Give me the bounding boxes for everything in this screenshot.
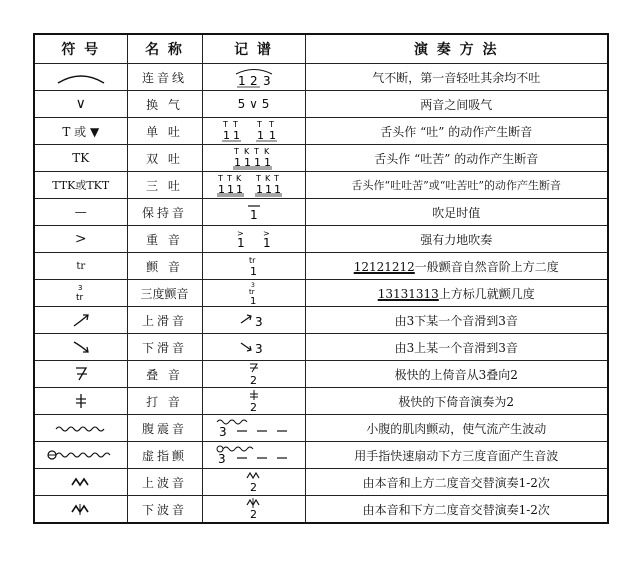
header-name: 名 称 bbox=[127, 34, 202, 64]
method-cell: 小腹的肌肉颤动，使气流产生波动 bbox=[305, 415, 608, 442]
third-trill-example: 13131313 bbox=[377, 286, 439, 301]
name-cell: 虚指颤 bbox=[127, 442, 202, 469]
table-row bbox=[34, 415, 608, 442]
lower-mordent-notation bbox=[244, 497, 264, 521]
svg-text:1: 1 bbox=[217, 183, 225, 196]
svg-text:1: 1 bbox=[253, 156, 261, 169]
symbol-cell bbox=[34, 91, 127, 118]
table-row bbox=[34, 280, 608, 307]
table-row bbox=[34, 253, 608, 280]
overlay-grace-notation bbox=[244, 362, 264, 386]
svg-text:1: 1 bbox=[233, 156, 241, 169]
symbol-cell: TK bbox=[34, 145, 127, 172]
notation-cell bbox=[202, 199, 305, 226]
svg-text:1: 1 bbox=[237, 74, 246, 88]
svg-text:T: T bbox=[255, 174, 261, 183]
method-cell: 强有力地吹奏 bbox=[305, 226, 608, 253]
svg-text:1: 1 bbox=[235, 183, 243, 196]
name-cell: 双 吐 bbox=[127, 145, 202, 172]
slide-up-icon bbox=[71, 312, 91, 328]
svg-text:2: 2 bbox=[249, 374, 257, 386]
svg-text:1: 1 bbox=[249, 296, 256, 305]
method-cell: 气不断，第一音轻吐其余均不吐 bbox=[305, 64, 608, 91]
name-cell: 三度颤音 bbox=[127, 280, 202, 307]
svg-text:T: T bbox=[217, 174, 223, 183]
notation-cell bbox=[202, 334, 305, 361]
svg-text:tr: tr bbox=[248, 256, 255, 265]
notation-cell bbox=[202, 496, 305, 524]
method-cell: 由本音和上方二度音交替演奏1-2次 bbox=[305, 469, 608, 496]
finger-vibrato-icon bbox=[45, 448, 117, 462]
svg-text:3: 3 bbox=[254, 342, 263, 356]
table-row bbox=[34, 64, 608, 91]
method-cell: 由3下某一个音滑到3音 bbox=[305, 307, 608, 334]
table-row bbox=[34, 361, 608, 388]
symbol-cell bbox=[34, 307, 127, 334]
triple-tongue-notation bbox=[214, 173, 294, 197]
header-symbol: 符 号 bbox=[34, 34, 127, 64]
svg-text:1: 1 bbox=[256, 129, 264, 142]
method-cell: 舌头作 “吐” 的动作产生断音 bbox=[305, 118, 608, 145]
symbol-cell: TTK或TKT bbox=[34, 172, 127, 199]
method-cell: 舌头作 “吐苦” 的动作产生断音 bbox=[305, 145, 608, 172]
accent-icon: > bbox=[74, 231, 87, 247]
double-tongue-notation bbox=[229, 146, 279, 170]
table-row bbox=[34, 442, 608, 469]
name-cell: 三 吐 bbox=[127, 172, 202, 199]
finger-vibrato-notation bbox=[211, 443, 297, 467]
table-row bbox=[34, 91, 608, 118]
slide-down-icon bbox=[71, 339, 91, 355]
svg-text:T: T bbox=[256, 120, 262, 129]
notation-cell bbox=[202, 388, 305, 415]
svg-text:1: 1 bbox=[273, 183, 281, 196]
notation-cell bbox=[202, 307, 305, 334]
single-tongue-notation bbox=[219, 119, 289, 143]
slide-up-notation bbox=[238, 310, 270, 330]
name-cell: 颤 音 bbox=[127, 253, 202, 280]
strike-grace-notation bbox=[244, 389, 264, 413]
svg-text:1: 1 bbox=[226, 183, 234, 196]
svg-text:T: T bbox=[268, 120, 274, 129]
notation-cell bbox=[202, 469, 305, 496]
method-cell bbox=[305, 253, 608, 280]
overlay-grace-icon bbox=[71, 365, 91, 383]
name-cell: 重 音 bbox=[127, 226, 202, 253]
svg-text:K: K bbox=[235, 174, 241, 183]
symbol-cell: tr bbox=[34, 253, 127, 280]
name-cell: 连音线 bbox=[127, 64, 202, 91]
svg-text:T: T bbox=[233, 147, 239, 156]
notation-cell bbox=[202, 253, 305, 280]
svg-text:1: 1 bbox=[255, 183, 263, 196]
symbol-cell: T 或 ▼ bbox=[34, 118, 127, 145]
trill-example: 12121212 bbox=[353, 259, 415, 274]
method-cell: 吹足时值 bbox=[305, 199, 608, 226]
svg-text:K: K bbox=[263, 147, 269, 156]
upper-mordent-notation bbox=[244, 470, 264, 494]
svg-text:K: K bbox=[264, 174, 270, 183]
svg-text:3: 3 bbox=[218, 425, 227, 439]
svg-text:1: 1 bbox=[249, 208, 258, 222]
symbol-cell bbox=[34, 199, 127, 226]
name-cell: 叠 音 bbox=[127, 361, 202, 388]
svg-text:1: 1 bbox=[236, 236, 245, 250]
notation-cell bbox=[202, 172, 305, 199]
method-cell: 由3上某一个音滑到3音 bbox=[305, 334, 608, 361]
third-trill-symbol bbox=[71, 281, 91, 305]
name-cell: 保持音 bbox=[127, 199, 202, 226]
notation-cell bbox=[202, 64, 305, 91]
svg-text:3: 3 bbox=[262, 74, 271, 88]
notation-cell bbox=[202, 415, 305, 442]
svg-text:1: 1 bbox=[232, 129, 240, 142]
symbol-cell bbox=[34, 226, 127, 253]
table-row bbox=[34, 388, 608, 415]
svg-text:1: 1 bbox=[243, 156, 251, 169]
notation-table bbox=[33, 33, 609, 524]
svg-text:T: T bbox=[232, 120, 238, 129]
table-row bbox=[34, 199, 608, 226]
header-method: 演 奏 方 法 bbox=[305, 34, 608, 64]
svg-text:2: 2 bbox=[249, 74, 258, 88]
third-trill-description: 上方标几就颤几度 bbox=[438, 286, 535, 301]
table-row bbox=[34, 496, 608, 524]
notation-cell bbox=[202, 280, 305, 307]
svg-text:2: 2 bbox=[249, 401, 257, 413]
symbol-cell bbox=[34, 64, 127, 91]
svg-text:tr: tr bbox=[75, 293, 83, 303]
name-cell: 上波音 bbox=[127, 469, 202, 496]
notation-cell bbox=[202, 145, 305, 172]
svg-text:1: 1 bbox=[249, 265, 257, 278]
svg-text:T: T bbox=[253, 147, 259, 156]
svg-text:3: 3 bbox=[254, 315, 263, 329]
method-cell: 两音之间吸气 bbox=[305, 91, 608, 118]
third-trill-notation bbox=[244, 281, 264, 305]
abdominal-vibrato-notation bbox=[211, 416, 297, 440]
name-cell: 腹震音 bbox=[127, 415, 202, 442]
name-cell: 下滑音 bbox=[127, 334, 202, 361]
strike-grace-icon bbox=[73, 392, 89, 410]
method-cell bbox=[305, 280, 608, 307]
method-cell: 用手指快速扇动下方三度音面产生音波 bbox=[305, 442, 608, 469]
name-cell: 上滑音 bbox=[127, 307, 202, 334]
slide-down-notation bbox=[238, 337, 270, 357]
tenuto-notation bbox=[244, 201, 264, 223]
name-cell: 单 吐 bbox=[127, 118, 202, 145]
svg-text:T: T bbox=[273, 174, 279, 183]
wavy-line-icon bbox=[54, 423, 108, 435]
table-row bbox=[34, 307, 608, 334]
symbol-cell bbox=[34, 496, 127, 524]
symbol-cell bbox=[34, 280, 127, 307]
name-cell: 下波音 bbox=[127, 496, 202, 524]
method-cell: 极快的上倚音从3叠向2 bbox=[305, 361, 608, 388]
breath-mark-icon: ∨ bbox=[75, 96, 86, 112]
trill-notation bbox=[244, 254, 264, 278]
slur-notation bbox=[232, 66, 276, 88]
svg-text:T: T bbox=[222, 120, 228, 129]
slur-arc-icon bbox=[56, 72, 106, 84]
svg-text:3: 3 bbox=[217, 452, 226, 466]
svg-text:>: > bbox=[262, 229, 270, 238]
svg-text:2: 2 bbox=[249, 508, 257, 521]
symbol-cell bbox=[34, 415, 127, 442]
notation-cell bbox=[202, 118, 305, 145]
symbol-cell bbox=[34, 442, 127, 469]
header-row bbox=[34, 34, 608, 64]
notation-cell bbox=[202, 361, 305, 388]
tenuto-icon: — bbox=[74, 205, 87, 219]
name-cell: 打 音 bbox=[127, 388, 202, 415]
notation-cell bbox=[202, 226, 305, 253]
symbol-cell bbox=[34, 388, 127, 415]
svg-text:K: K bbox=[243, 147, 249, 156]
table-row bbox=[34, 118, 608, 145]
method-cell: 舌头作“吐吐苦”或“吐苦吐”的动作产生断音 bbox=[305, 172, 608, 199]
table-row bbox=[34, 334, 608, 361]
svg-text:1: 1 bbox=[268, 129, 276, 142]
upper-mordent-icon bbox=[70, 475, 92, 489]
svg-text:3: 3 bbox=[250, 282, 255, 289]
svg-text:>: > bbox=[236, 229, 244, 238]
trill-description: 一般颤音自然音阶上方二度 bbox=[414, 259, 559, 274]
symbol-cell bbox=[34, 361, 127, 388]
svg-text:1: 1 bbox=[264, 183, 272, 196]
notation-cell bbox=[202, 442, 305, 469]
svg-text:T: T bbox=[226, 174, 232, 183]
symbol-cell bbox=[34, 469, 127, 496]
accent-notation bbox=[229, 228, 279, 250]
svg-text:2: 2 bbox=[249, 481, 257, 494]
svg-text:3: 3 bbox=[77, 284, 83, 292]
table-row bbox=[34, 145, 608, 172]
method-cell: 由本音和下方二度音交替演奏1-2次 bbox=[305, 496, 608, 524]
svg-text:1: 1 bbox=[222, 129, 230, 142]
header-notation: 记 谱 bbox=[202, 34, 305, 64]
table-row bbox=[34, 172, 608, 199]
name-cell: 换 气 bbox=[127, 91, 202, 118]
lower-mordent-icon bbox=[70, 502, 92, 516]
table-row bbox=[34, 469, 608, 496]
symbol-cell bbox=[34, 334, 127, 361]
table-row bbox=[34, 226, 608, 253]
svg-text:1: 1 bbox=[263, 156, 271, 169]
svg-text:tr: tr bbox=[248, 288, 255, 296]
notation-cell: 5 ∨ 5 bbox=[202, 91, 305, 118]
svg-text:1: 1 bbox=[262, 236, 271, 250]
method-cell: 极快的下倚音演奏为2 bbox=[305, 388, 608, 415]
